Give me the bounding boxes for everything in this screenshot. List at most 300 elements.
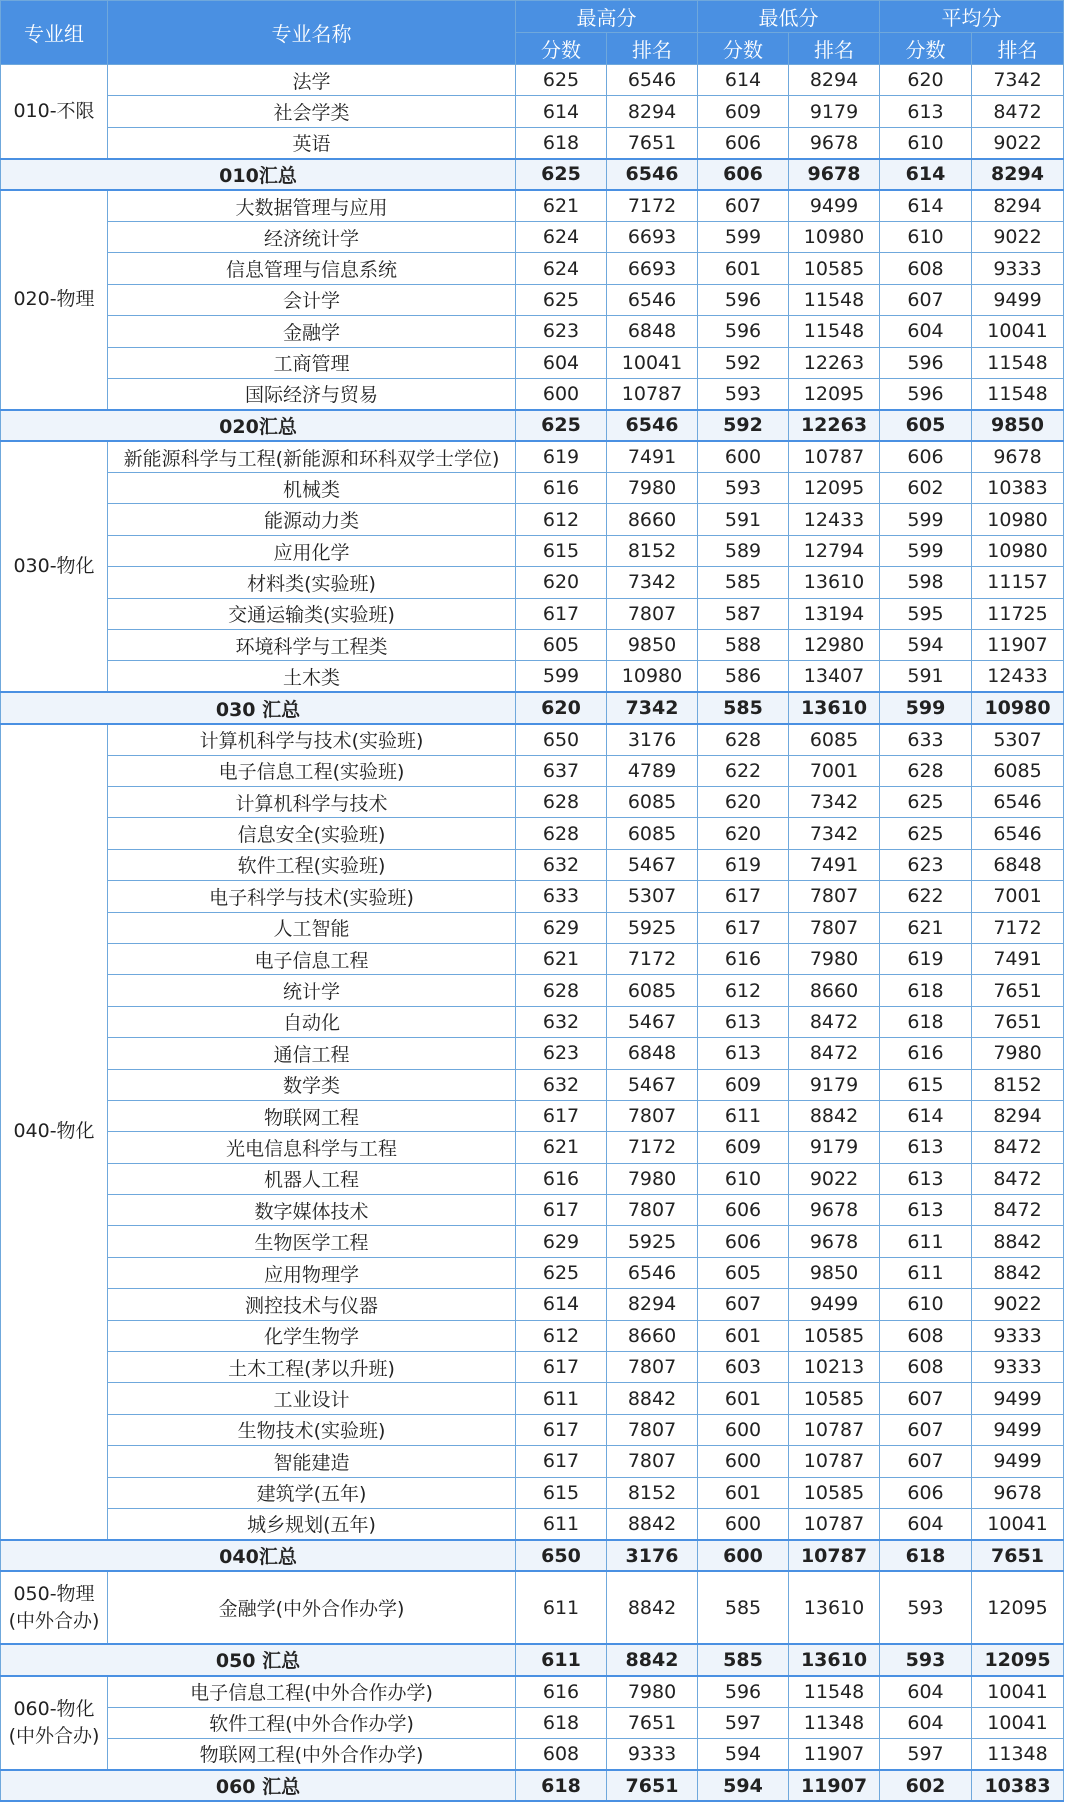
min-rank-cell: 11548 <box>789 316 880 347</box>
avg-rank-cell: 7980 <box>972 1038 1064 1069</box>
min-rank-cell: 10585 <box>789 253 880 284</box>
max-score-cell: 629 <box>516 1226 607 1257</box>
table-row <box>1 284 1064 315</box>
max-score-cell: 605 <box>516 630 607 661</box>
table-row <box>1 441 1064 472</box>
avg-score-cell: 610 <box>880 127 972 158</box>
max-rank-cell: 7807 <box>607 598 698 629</box>
avg-score-cell: 618 <box>880 975 972 1006</box>
min-score-cell: 606 <box>698 1195 789 1226</box>
major-name-cell: 统计学 <box>108 975 516 1006</box>
major-name-cell: 建筑学(五年) <box>108 1477 516 1508</box>
table-row <box>1 253 1064 284</box>
table-row <box>1 504 1064 535</box>
max-rank-cell: 7342 <box>607 567 698 598</box>
min-rank-cell: 7980 <box>789 943 880 974</box>
major-name-cell: 通信工程 <box>108 1038 516 1069</box>
table-row <box>1 567 1064 598</box>
avg-rank-cell: 8294 <box>972 1100 1064 1131</box>
min-rank-cell: 10787 <box>789 1414 880 1445</box>
min-score-cell: 592 <box>698 347 789 378</box>
avg-score-cell: 613 <box>880 1163 972 1194</box>
table-row <box>1 127 1064 158</box>
major-name-cell: 金融学(中外合作办学) <box>108 1571 516 1644</box>
min-rank-cell: 9499 <box>789 190 880 221</box>
min-rank-cell: 9678 <box>789 1195 880 1226</box>
min-rank-cell: 9678 <box>789 127 880 158</box>
max-score-cell: 618 <box>516 127 607 158</box>
avg-rank-cell: 9022 <box>972 1289 1064 1320</box>
table-row <box>1 1676 1064 1707</box>
summary-avg-score-cell: 618 <box>880 1540 972 1571</box>
max-rank-cell: 8294 <box>607 1289 698 1320</box>
min-rank-cell: 8472 <box>789 1006 880 1037</box>
min-score-cell: 596 <box>698 284 789 315</box>
max-score-cell: 621 <box>516 1132 607 1163</box>
min-score-cell: 597 <box>698 1707 789 1738</box>
min-score-cell: 601 <box>698 1320 789 1351</box>
summary-label: 040汇总 <box>1 1540 516 1571</box>
min-score-cell: 628 <box>698 724 789 755</box>
max-score-cell: 624 <box>516 221 607 252</box>
table-row <box>1 473 1064 504</box>
max-score-cell: 633 <box>516 881 607 912</box>
max-score-cell: 617 <box>516 1352 607 1383</box>
avg-score-cell: 595 <box>880 598 972 629</box>
summary-min-rank-cell: 9678 <box>789 159 880 190</box>
avg-score-cell: 611 <box>880 1257 972 1288</box>
max-rank-cell: 10787 <box>607 378 698 409</box>
min-rank-cell: 13610 <box>789 1571 880 1644</box>
avg-score-cell: 620 <box>880 65 972 96</box>
table-row <box>1 755 1064 786</box>
summary-max-rank-cell: 8842 <box>607 1644 698 1675</box>
max-score-cell: 625 <box>516 65 607 96</box>
min-rank-cell: 13194 <box>789 598 880 629</box>
table-row <box>1 1100 1064 1131</box>
major-name-cell: 测控技术与仪器 <box>108 1289 516 1320</box>
table-row <box>1 378 1064 409</box>
max-rank-cell: 6693 <box>607 253 698 284</box>
summary-avg-rank-cell: 9850 <box>972 410 1064 441</box>
max-score-cell: 624 <box>516 253 607 284</box>
min-rank-cell: 10980 <box>789 221 880 252</box>
max-rank-cell: 7980 <box>607 473 698 504</box>
summary-min-score-cell: 594 <box>698 1770 789 1801</box>
summary-max-score-cell: 620 <box>516 692 607 723</box>
max-rank-cell: 6848 <box>607 316 698 347</box>
max-rank-cell: 7980 <box>607 1163 698 1194</box>
avg-score-cell: 614 <box>880 190 972 221</box>
table-row <box>1 1352 1064 1383</box>
max-score-cell: 617 <box>516 598 607 629</box>
max-score-cell: 615 <box>516 535 607 566</box>
summary-max-score-cell: 625 <box>516 410 607 441</box>
header-group: 专业组 <box>1 1 108 65</box>
summary-label: 050 汇总 <box>1 1644 516 1675</box>
major-name-cell: 电子信息工程 <box>108 943 516 974</box>
avg-score-cell: 622 <box>880 881 972 912</box>
max-score-cell: 614 <box>516 96 607 127</box>
avg-rank-cell: 8472 <box>972 1195 1064 1226</box>
avg-rank-cell: 6085 <box>972 755 1064 786</box>
min-score-cell: 601 <box>698 253 789 284</box>
min-score-cell: 612 <box>698 975 789 1006</box>
avg-score-cell: 599 <box>880 535 972 566</box>
max-rank-cell: 10980 <box>607 661 698 692</box>
max-score-cell: 611 <box>516 1508 607 1539</box>
table-row <box>1 190 1064 221</box>
avg-score-cell: 606 <box>880 1477 972 1508</box>
min-rank-cell: 8660 <box>789 975 880 1006</box>
min-score-cell: 607 <box>698 1289 789 1320</box>
header-avg-score: 分数 <box>880 33 972 65</box>
avg-score-cell: 610 <box>880 221 972 252</box>
major-name-cell: 人工智能 <box>108 912 516 943</box>
min-score-cell: 613 <box>698 1006 789 1037</box>
avg-rank-cell: 11548 <box>972 378 1064 409</box>
table-row <box>1 1132 1064 1163</box>
summary-max-score-cell: 618 <box>516 1770 607 1801</box>
major-name-cell: 电子科学与技术(实验班) <box>108 881 516 912</box>
major-name-cell: 工商管理 <box>108 347 516 378</box>
min-score-cell: 606 <box>698 127 789 158</box>
summary-min-rank-cell: 12263 <box>789 410 880 441</box>
table-row <box>1 535 1064 566</box>
avg-rank-cell: 10041 <box>972 316 1064 347</box>
group-name-cell: 040-物化 <box>1 724 108 1540</box>
max-score-cell: 619 <box>516 441 607 472</box>
avg-score-cell: 596 <box>880 378 972 409</box>
major-name-cell: 物联网工程(中外合作办学) <box>108 1738 516 1769</box>
min-score-cell: 599 <box>698 221 789 252</box>
max-rank-cell: 9333 <box>607 1738 698 1769</box>
avg-rank-cell: 11725 <box>972 598 1064 629</box>
max-score-cell: 632 <box>516 1069 607 1100</box>
avg-score-cell: 591 <box>880 661 972 692</box>
group-name-cell: 010-不限 <box>1 65 108 159</box>
table-row <box>1 786 1064 817</box>
group-name-cell: 020-物理 <box>1 190 108 410</box>
table-row <box>1 96 1064 127</box>
group-name-cell: 050-物理 (中外合办) <box>1 1571 108 1644</box>
max-score-cell: 623 <box>516 1038 607 1069</box>
min-score-cell: 611 <box>698 1100 789 1131</box>
table-row <box>1 1195 1064 1226</box>
max-score-cell: 618 <box>516 1707 607 1738</box>
table-row <box>1 1738 1064 1769</box>
avg-score-cell: 628 <box>880 755 972 786</box>
major-name-cell: 自动化 <box>108 1006 516 1037</box>
major-name-cell: 经济统计学 <box>108 221 516 252</box>
major-name-cell: 机器人工程 <box>108 1163 516 1194</box>
table-row <box>1 598 1064 629</box>
max-rank-cell: 8152 <box>607 535 698 566</box>
summary-row <box>1 1540 1064 1571</box>
major-name-cell: 应用化学 <box>108 535 516 566</box>
max-score-cell: 614 <box>516 1289 607 1320</box>
avg-rank-cell: 6546 <box>972 818 1064 849</box>
major-name-cell: 国际经济与贸易 <box>108 378 516 409</box>
max-rank-cell: 10041 <box>607 347 698 378</box>
min-score-cell: 609 <box>698 1069 789 1100</box>
major-name-cell: 软件工程(中外合作办学) <box>108 1707 516 1738</box>
summary-avg-rank-cell: 12095 <box>972 1644 1064 1675</box>
max-score-cell: 611 <box>516 1571 607 1644</box>
avg-score-cell: 625 <box>880 818 972 849</box>
avg-score-cell: 593 <box>880 1571 972 1644</box>
max-score-cell: 616 <box>516 473 607 504</box>
header-major: 专业名称 <box>108 1 516 65</box>
table-row <box>1 316 1064 347</box>
max-score-cell: 616 <box>516 1163 607 1194</box>
max-score-cell: 628 <box>516 818 607 849</box>
max-score-cell: 617 <box>516 1446 607 1477</box>
avg-score-cell: 613 <box>880 96 972 127</box>
summary-label: 030 汇总 <box>1 692 516 723</box>
table-row <box>1 65 1064 96</box>
min-rank-cell: 12095 <box>789 378 880 409</box>
major-name-cell: 光电信息科学与工程 <box>108 1132 516 1163</box>
min-rank-cell: 7807 <box>789 881 880 912</box>
min-rank-cell: 13407 <box>789 661 880 692</box>
major-name-cell: 会计学 <box>108 284 516 315</box>
avg-rank-cell: 9022 <box>972 221 1064 252</box>
avg-rank-cell: 9499 <box>972 1446 1064 1477</box>
major-name-cell: 社会学类 <box>108 96 516 127</box>
min-score-cell: 614 <box>698 65 789 96</box>
avg-rank-cell: 8472 <box>972 1132 1064 1163</box>
header-avg: 平均分 <box>880 1 1064 33</box>
max-score-cell: 632 <box>516 1006 607 1037</box>
avg-rank-cell: 11157 <box>972 567 1064 598</box>
major-name-cell: 土木工程(茅以升班) <box>108 1352 516 1383</box>
major-name-cell: 土木类 <box>108 661 516 692</box>
avg-score-cell: 607 <box>880 1383 972 1414</box>
major-name-cell: 交通运输类(实验班) <box>108 598 516 629</box>
major-name-cell: 应用物理学 <box>108 1257 516 1288</box>
max-score-cell: 612 <box>516 504 607 535</box>
max-rank-cell: 7651 <box>607 1707 698 1738</box>
min-rank-cell: 11548 <box>789 1676 880 1707</box>
min-score-cell: 600 <box>698 1508 789 1539</box>
avg-score-cell: 623 <box>880 849 972 880</box>
header-min: 最低分 <box>698 1 880 33</box>
summary-min-rank-cell: 13610 <box>789 1644 880 1675</box>
max-rank-cell: 6546 <box>607 284 698 315</box>
max-score-cell: 625 <box>516 1257 607 1288</box>
table-row <box>1 1320 1064 1351</box>
major-name-cell: 环境科学与工程类 <box>108 630 516 661</box>
min-rank-cell: 12095 <box>789 473 880 504</box>
max-rank-cell: 6546 <box>607 1257 698 1288</box>
avg-rank-cell: 10041 <box>972 1508 1064 1539</box>
min-rank-cell: 10585 <box>789 1383 880 1414</box>
min-rank-cell: 7001 <box>789 755 880 786</box>
max-score-cell: 650 <box>516 724 607 755</box>
min-score-cell: 600 <box>698 441 789 472</box>
table-row <box>1 975 1064 1006</box>
min-rank-cell: 8294 <box>789 65 880 96</box>
max-rank-cell: 7807 <box>607 1195 698 1226</box>
max-score-cell: 637 <box>516 755 607 786</box>
avg-score-cell: 606 <box>880 441 972 472</box>
max-rank-cell: 5925 <box>607 1226 698 1257</box>
min-rank-cell: 10585 <box>789 1320 880 1351</box>
min-rank-cell: 9022 <box>789 1163 880 1194</box>
min-score-cell: 589 <box>698 535 789 566</box>
major-name-cell: 新能源科学与工程(新能源和环科双学士学位) <box>108 441 516 472</box>
summary-row <box>1 410 1064 441</box>
max-rank-cell: 7172 <box>607 943 698 974</box>
max-rank-cell: 5467 <box>607 1069 698 1100</box>
table-row <box>1 1508 1064 1539</box>
min-rank-cell: 9499 <box>789 1289 880 1320</box>
min-score-cell: 600 <box>698 1414 789 1445</box>
min-rank-cell: 9179 <box>789 1069 880 1100</box>
min-rank-cell: 7491 <box>789 849 880 880</box>
table-row <box>1 1069 1064 1100</box>
min-rank-cell: 7342 <box>789 818 880 849</box>
max-score-cell: 599 <box>516 661 607 692</box>
max-rank-cell: 6085 <box>607 786 698 817</box>
summary-label: 020汇总 <box>1 410 516 441</box>
major-name-cell: 法学 <box>108 65 516 96</box>
max-rank-cell: 7980 <box>607 1676 698 1707</box>
summary-avg-score-cell: 593 <box>880 1644 972 1675</box>
summary-min-score-cell: 606 <box>698 159 789 190</box>
avg-rank-cell: 10041 <box>972 1676 1064 1707</box>
max-score-cell: 625 <box>516 284 607 315</box>
avg-score-cell: 613 <box>880 1132 972 1163</box>
min-score-cell: 607 <box>698 190 789 221</box>
min-rank-cell: 7807 <box>789 912 880 943</box>
avg-rank-cell: 5307 <box>972 724 1064 755</box>
max-rank-cell: 8842 <box>607 1508 698 1539</box>
avg-score-cell: 614 <box>880 1100 972 1131</box>
max-rank-cell: 8152 <box>607 1477 698 1508</box>
major-name-cell: 计算机科学与技术 <box>108 786 516 817</box>
max-rank-cell: 8842 <box>607 1571 698 1644</box>
avg-score-cell: 594 <box>880 630 972 661</box>
avg-score-cell: 615 <box>880 1069 972 1100</box>
avg-score-cell: 610 <box>880 1289 972 1320</box>
header-max-rank: 排名 <box>607 33 698 65</box>
avg-score-cell: 602 <box>880 473 972 504</box>
avg-rank-cell: 7651 <box>972 1006 1064 1037</box>
table-row <box>1 1477 1064 1508</box>
table-row <box>1 630 1064 661</box>
avg-rank-cell: 12095 <box>972 1571 1064 1644</box>
min-rank-cell: 9179 <box>789 96 880 127</box>
table-row <box>1 1289 1064 1320</box>
table-body <box>1 65 1064 1802</box>
min-rank-cell: 6085 <box>789 724 880 755</box>
max-rank-cell: 5925 <box>607 912 698 943</box>
table-row <box>1 1414 1064 1445</box>
max-rank-cell: 7807 <box>607 1352 698 1383</box>
min-score-cell: 601 <box>698 1477 789 1508</box>
avg-score-cell: 596 <box>880 347 972 378</box>
min-rank-cell: 12980 <box>789 630 880 661</box>
summary-row <box>1 159 1064 190</box>
summary-min-score-cell: 600 <box>698 1540 789 1571</box>
major-name-cell: 生物医学工程 <box>108 1226 516 1257</box>
min-score-cell: 596 <box>698 316 789 347</box>
major-name-cell: 大数据管理与应用 <box>108 190 516 221</box>
min-rank-cell: 9179 <box>789 1132 880 1163</box>
max-score-cell: 621 <box>516 190 607 221</box>
avg-score-cell: 633 <box>880 724 972 755</box>
avg-rank-cell: 9499 <box>972 284 1064 315</box>
major-name-cell: 材料类(实验班) <box>108 567 516 598</box>
summary-avg-score-cell: 614 <box>880 159 972 190</box>
table-row <box>1 1038 1064 1069</box>
summary-min-score-cell: 592 <box>698 410 789 441</box>
major-name-cell: 化学生物学 <box>108 1320 516 1351</box>
avg-rank-cell: 7342 <box>972 65 1064 96</box>
table-row <box>1 943 1064 974</box>
avg-score-cell: 625 <box>880 786 972 817</box>
max-score-cell: 616 <box>516 1676 607 1707</box>
min-rank-cell: 10585 <box>789 1477 880 1508</box>
major-name-cell: 数学类 <box>108 1069 516 1100</box>
min-score-cell: 585 <box>698 567 789 598</box>
max-rank-cell: 8660 <box>607 504 698 535</box>
avg-rank-cell: 9499 <box>972 1414 1064 1445</box>
max-rank-cell: 8660 <box>607 1320 698 1351</box>
summary-max-rank-cell: 6546 <box>607 159 698 190</box>
avg-rank-cell: 10980 <box>972 504 1064 535</box>
summary-label: 060 汇总 <box>1 1770 516 1801</box>
max-score-cell: 628 <box>516 975 607 1006</box>
min-rank-cell: 12263 <box>789 347 880 378</box>
major-name-cell: 城乡规划(五年) <box>108 1508 516 1539</box>
table-row <box>1 661 1064 692</box>
min-score-cell: 605 <box>698 1257 789 1288</box>
min-score-cell: 622 <box>698 755 789 786</box>
table-row <box>1 1446 1064 1477</box>
avg-rank-cell: 6848 <box>972 849 1064 880</box>
avg-rank-cell: 8842 <box>972 1257 1064 1288</box>
avg-score-cell: 604 <box>880 1676 972 1707</box>
summary-max-rank-cell: 6546 <box>607 410 698 441</box>
min-score-cell: 603 <box>698 1352 789 1383</box>
major-name-cell: 物联网工程 <box>108 1100 516 1131</box>
major-name-cell: 数字媒体技术 <box>108 1195 516 1226</box>
summary-max-score-cell: 625 <box>516 159 607 190</box>
min-score-cell: 619 <box>698 849 789 880</box>
group-name-cell: 060-物化 (中外合办) <box>1 1676 108 1770</box>
max-rank-cell: 9850 <box>607 630 698 661</box>
avg-rank-cell: 7651 <box>972 975 1064 1006</box>
major-name-cell: 电子信息工程(中外合作办学) <box>108 1676 516 1707</box>
header-min-score: 分数 <box>698 33 789 65</box>
header-min-rank: 排名 <box>789 33 880 65</box>
max-rank-cell: 7807 <box>607 1446 698 1477</box>
summary-min-score-cell: 585 <box>698 692 789 723</box>
min-rank-cell: 10787 <box>789 441 880 472</box>
min-score-cell: 587 <box>698 598 789 629</box>
max-score-cell: 617 <box>516 1414 607 1445</box>
max-score-cell: 620 <box>516 567 607 598</box>
avg-rank-cell: 9499 <box>972 1383 1064 1414</box>
avg-rank-cell: 8294 <box>972 190 1064 221</box>
max-score-cell: 623 <box>516 316 607 347</box>
max-score-cell: 600 <box>516 378 607 409</box>
min-score-cell: 593 <box>698 378 789 409</box>
min-score-cell: 596 <box>698 1676 789 1707</box>
